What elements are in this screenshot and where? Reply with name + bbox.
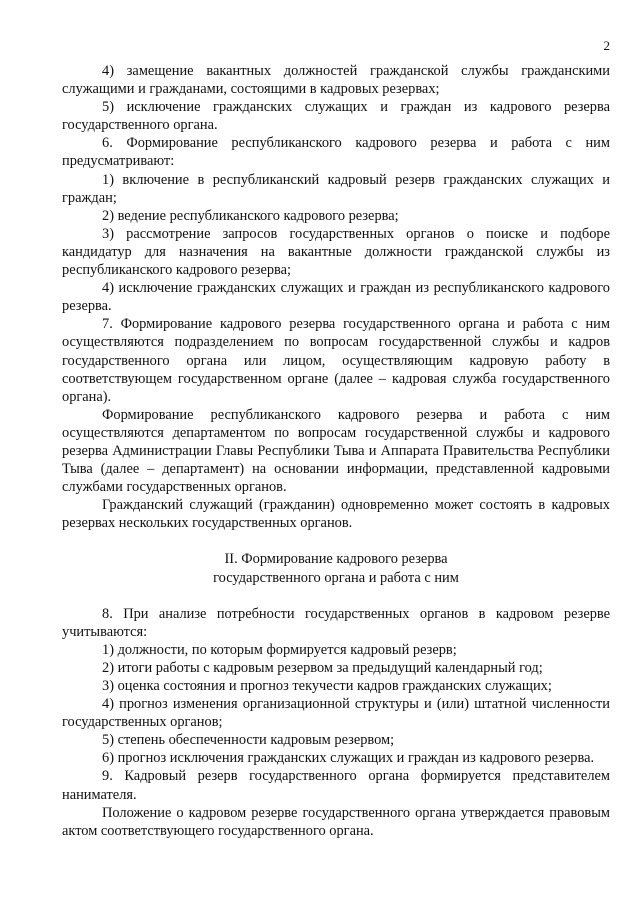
- paragraph-multiple-reserves: Гражданский служащий (гражданин) одновременно может состоять в кадровых резервах нескольких государственных органов.: [62, 497, 610, 532]
- paragraph-item-2-maintenance: 2) ведение республиканского кадрового резерва;: [102, 207, 399, 224]
- paragraph-clause-9: 9. Кадровый резерв государственного органа формируется представителем нанимателя.: [62, 768, 610, 803]
- paragraph-item-5-exclusion: 5) исключение гражданских служащих и граждан из кадрового резерва государственного органа.: [62, 99, 610, 134]
- document-body: [62, 62, 610, 840]
- paragraph-item-4-exclusion: 4) исключение гражданских служащих и граждан из республиканского кадрового резерва.: [62, 280, 610, 315]
- paragraph-item-6-exclusion-forecast: 6) прогноз исключения гражданских служащих и граждан из кадрового резерва.: [102, 750, 595, 767]
- paragraph-item-1-positions: 1) должности, по которым формируется кадровый резерв;: [102, 641, 457, 658]
- paragraph-clause-6: 6. Формирование республиканского кадрового резерва и работа с ним предусматривают:: [62, 135, 610, 170]
- paragraph-item-5-provision: 5) степень обеспеченности кадровым резервом;: [102, 732, 395, 749]
- paragraph-regulation: Положение о кадровом резерве государственного органа утверждается правовым актом соответствующего государственного органа.: [62, 804, 610, 839]
- paragraph-item-3-requests: 3) рассмотрение запросов государственных органов о поиске и подборе кандидатур для назначения на вакантные должности гражданской службы из республиканского кадрового резерва;: [62, 225, 610, 279]
- section-heading-line-1: II. Формирование кадрового резерва: [224, 551, 448, 568]
- paragraph-clause-8: 8. При анализе потребности государственных органов в кадровом резерве учитываются:: [62, 605, 610, 640]
- paragraph-item-2-results: 2) итоги работы с кадровым резервом за предыдущий календарный год;: [102, 659, 543, 676]
- paragraph-clause-7: 7. Формирование кадрового резерва государственного органа и работа с ним осуществляются подразделением по вопросам государственной службы и кадров государственного органа или лицом, осуществляющим кадровую работу в соответствующем государственном органе (далее – кадровая служба государственного органа).: [62, 316, 610, 405]
- paragraph-item-1-inclusion: 1) включение в республиканский кадровый резерв гражданских служащих и граждан;: [62, 171, 610, 206]
- paragraph-item-3-turnover: 3) оценка состояния и прогноз текучести кадров гражданских служащих;: [102, 678, 552, 694]
- paragraph-item-4-structure: 4) прогноз изменения организационной структуры и (или) штатной численности государственных органов;: [62, 696, 610, 731]
- paragraph-republican-reserve: Формирование республиканского кадрового резерва и работа с ним осуществляются департаментом по вопросам государственной службы и кадрового резерва Администрации Главы Республики Тыва и Аппарата Правительства Республики Тыва (далее – департамент) на основании информации, представленной кадровыми службами государственных органов.: [62, 406, 610, 496]
- section-heading: [62, 550, 610, 586]
- section-heading-line-2: государственного органа и работа с ним: [213, 569, 459, 586]
- paragraph-item-4-replacement: 4) замещение вакантных должностей гражданской службы гражданскими служащими и гражданами, состоящими в кадровых резервах;: [62, 63, 610, 98]
- page-number: 2: [603, 38, 610, 53]
